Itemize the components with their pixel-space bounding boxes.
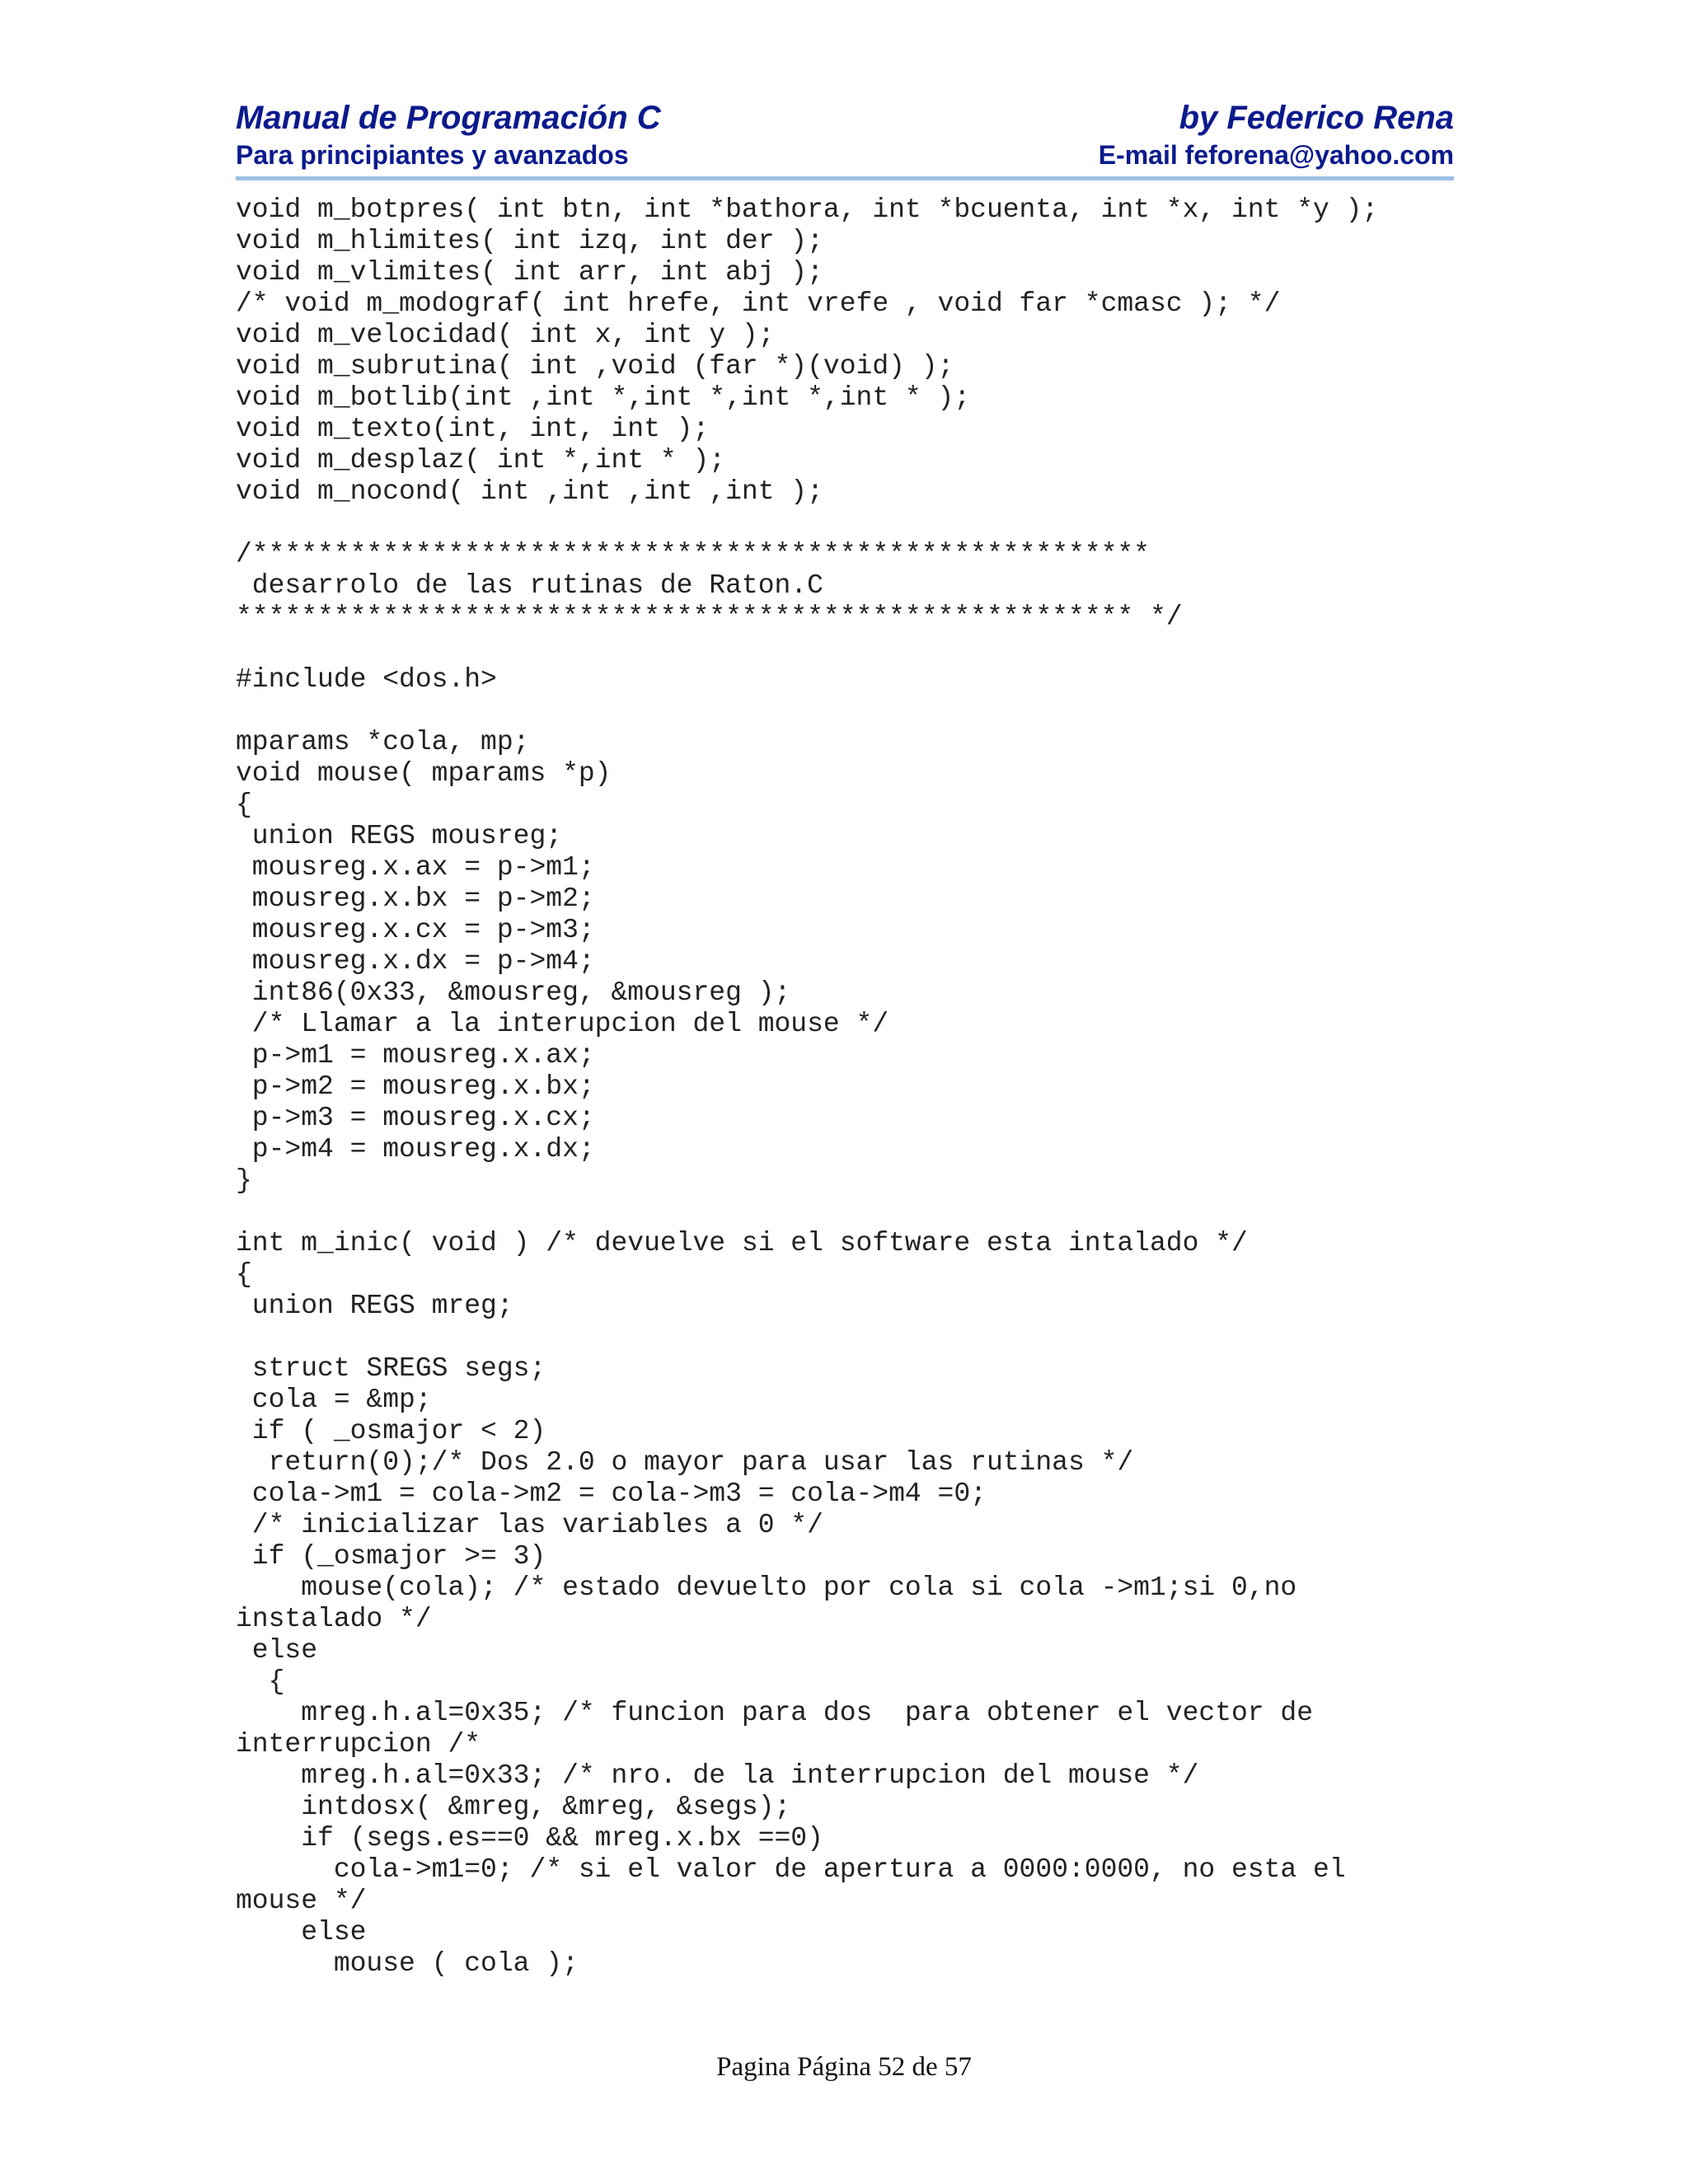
code-line: {	[236, 790, 252, 820]
code-line: void mouse( mparams *p)	[236, 758, 612, 789]
code-line: union REGS mousreg;	[236, 821, 563, 851]
document-title: Manual de Programación C	[236, 100, 661, 136]
code-line: void m_hlimites( int izq, int der );	[236, 226, 823, 256]
code-line: interrupcion /*	[236, 1729, 481, 1760]
document-author: by Federico Rena	[1179, 100, 1454, 136]
page-header	[236, 97, 1454, 171]
code-line: int86(0x33, &mousreg, &mousreg );	[236, 977, 791, 1008]
code-line: instalado */	[236, 1604, 432, 1634]
code-line: if (_osmajor >= 3)	[236, 1541, 546, 1572]
code-line	[236, 1322, 1378, 1353]
code-line: }	[236, 1165, 252, 1196]
code-line: void m_botlib(int ,int *,int *,int *,int * );	[236, 382, 971, 413]
code-line: mousreg.x.ax = p->m1;	[236, 852, 595, 883]
author-email: E-mail feforena@yahoo.com	[1098, 140, 1454, 170]
code-line: union REGS mreg;	[236, 1291, 513, 1321]
code-line	[236, 696, 1378, 727]
code-line: mousreg.x.cx = p->m3;	[236, 915, 595, 945]
code-line: void m_desplaz( int *,int * );	[236, 445, 726, 476]
code-line: void m_botpres( int btn, int *bathora, int *bcuenta, int *x, int *y );	[236, 194, 1379, 225]
code-line: mreg.h.al=0x35; /* funcion para dos para obtener el vector de	[236, 1698, 1314, 1728]
code-line: else	[236, 1917, 367, 1947]
code-line: cola = &mp;	[236, 1385, 432, 1415]
code-line: desarrolo de las rutinas de Raton.C	[236, 570, 823, 601]
code-line: struct SREGS segs;	[236, 1353, 546, 1384]
code-line: mouse */	[236, 1886, 367, 1916]
code-line: /* inicializar las variables a 0 */	[236, 1510, 823, 1540]
document-subtitle: Para principiantes y avanzados	[236, 140, 629, 170]
code-line: #include <dos.h>	[236, 664, 497, 695]
code-line: void m_velocidad( int x, int y );	[236, 320, 775, 350]
code-line: p->m3 = mousreg.x.cx;	[236, 1103, 595, 1133]
code-line: mousreg.x.dx = p->m4;	[236, 946, 595, 977]
code-line: else	[236, 1635, 318, 1666]
code-line: {	[236, 1666, 285, 1697]
code-line: void m_texto(int, int, int );	[236, 414, 710, 444]
code-line: mreg.h.al=0x33; /* nro. de la interrupcion del mouse */	[236, 1760, 1199, 1791]
header-top-row	[236, 97, 1454, 138]
code-line: p->m2 = mousreg.x.bx;	[236, 1071, 595, 1102]
code-line: {	[236, 1259, 252, 1290]
code-line	[236, 633, 1378, 664]
code-line: cola->m1=0; /* si el valor de apertura a 0000:0000, no esta el	[236, 1854, 1346, 1885]
code-line	[236, 508, 1378, 539]
code-line: int m_inic( void ) /* devuelve si el software esta intalado */	[236, 1228, 1248, 1258]
page-number: Pagina Página 52 de 57	[716, 2052, 972, 2082]
code-line: return(0);/* Dos 2.0 o mayor para usar las rutinas */	[236, 1447, 1134, 1478]
code-line: void m_vlimites( int arr, int abj );	[236, 257, 823, 288]
code-line: void m_nocond( int ,int ,int ,int );	[236, 476, 823, 507]
code-line: cola->m1 = cola->m2 = cola->m3 = cola->m4 =0;	[236, 1479, 987, 1509]
code-line: /*******************************************************	[236, 539, 1150, 569]
code-line: if (segs.es==0 && mreg.x.bx ==0)	[236, 1823, 823, 1854]
code-line: /* void m_modograf( int hrefe, int vrefe , void far *cmasc ); */	[236, 288, 1281, 319]
code-line: /* Llamar a la interupcion del mouse */	[236, 1009, 889, 1039]
code-line: p->m4 = mousreg.x.dx;	[236, 1134, 595, 1165]
code-line: void m_subrutina( int ,void (far *)(void) );	[236, 351, 954, 382]
code-line: mouse(cola); /* estado devuelto por cola si cola ->m1;si 0,no	[236, 1572, 1297, 1603]
code-line: if ( _osmajor < 2)	[236, 1416, 546, 1446]
code-line: ******************************************************* */	[236, 602, 1183, 632]
code-line: mousreg.x.bx = p->m2;	[236, 883, 595, 914]
header-bottom-row	[236, 138, 1454, 171]
header-divider	[236, 176, 1454, 180]
code-line: p->m1 = mousreg.x.ax;	[236, 1040, 595, 1071]
code-line: mparams *cola, mp;	[236, 727, 530, 757]
code-line: intdosx( &mreg, &mreg, &segs);	[236, 1792, 791, 1822]
code-line	[236, 1197, 1378, 1228]
code-listing	[236, 194, 1378, 1980]
code-line: mouse ( cola );	[236, 1948, 579, 1979]
